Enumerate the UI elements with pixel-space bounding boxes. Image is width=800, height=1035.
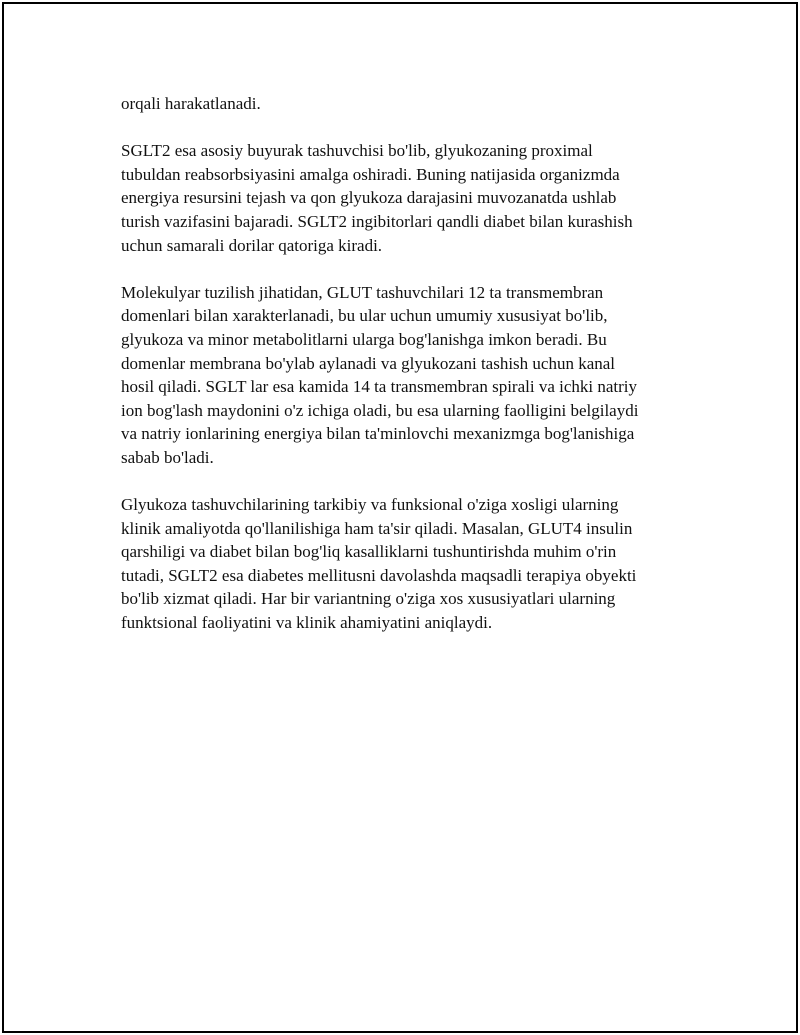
paragraph-clinical-significance: Glyukoza tashuvchilarining tarkibiy va funksional o'ziga xosligi ularning klinik amaliyotda qo'llanilishiga ham ta'sir qiladi. Masalan, GLUT4 insulin qarshiligi va diabet bilan bog'liq kasalliklarni tushuntirishda muhim o'rin tutadi, SGLT2 esa diabetes mellitusni davolashda maqsadli terapiya obyekti bo'lib xizmat qiladi. Har bir variantning o'ziga xos xususiyatlari ularning funktsional faoliyatini va klinik ahamiyatini aniqlaydi. — [121, 495, 637, 633]
page-frame — [2, 2, 798, 1033]
paragraph-continuation: orqali harakatlanadi. — [121, 94, 261, 113]
document-body — [121, 92, 666, 658]
paragraph-molecular-structure: Molekulyar tuzilish jihatidan, GLUT tashuvchilari 12 ta transmembran domenlari bilan xarakterlanadi, bu ular uchun umumiy xususiyat bo'lib, glyukoza va minor metabolitlarni ularga bog'lanishga imkon beradi. Bu domenlar membrana bo'ylab aylanadi va glyukozani tashish uchun kanal hosil qiladi. SGLT lar esa kamida 14 ta transmembran spirali va ichki natriy ion bog'lash maydonini o'z ichiga oladi, bu esa ularning faolligini belgilaydi va natriy ionlarining energiya bilan ta'minlovchi mexanizmga bog'lanishiga sabab bo'ladi. — [121, 282, 639, 467]
paragraph-sglt2: SGLT2 esa asosiy buyurak tashuvchisi bo'lib, glyukozaning proximal tubuldan reabsorbsiyasini amalga oshiradi. Buning natijasida organizmda energiya resursini tejash va qon glyukoza darajasini muvozanatda ushlab turish vazifasini bajaradi. SGLT2 ingibitorlari qandli diabet bilan kurashish uchun samarali dorilar qatoriga kiradi. — [121, 141, 633, 255]
